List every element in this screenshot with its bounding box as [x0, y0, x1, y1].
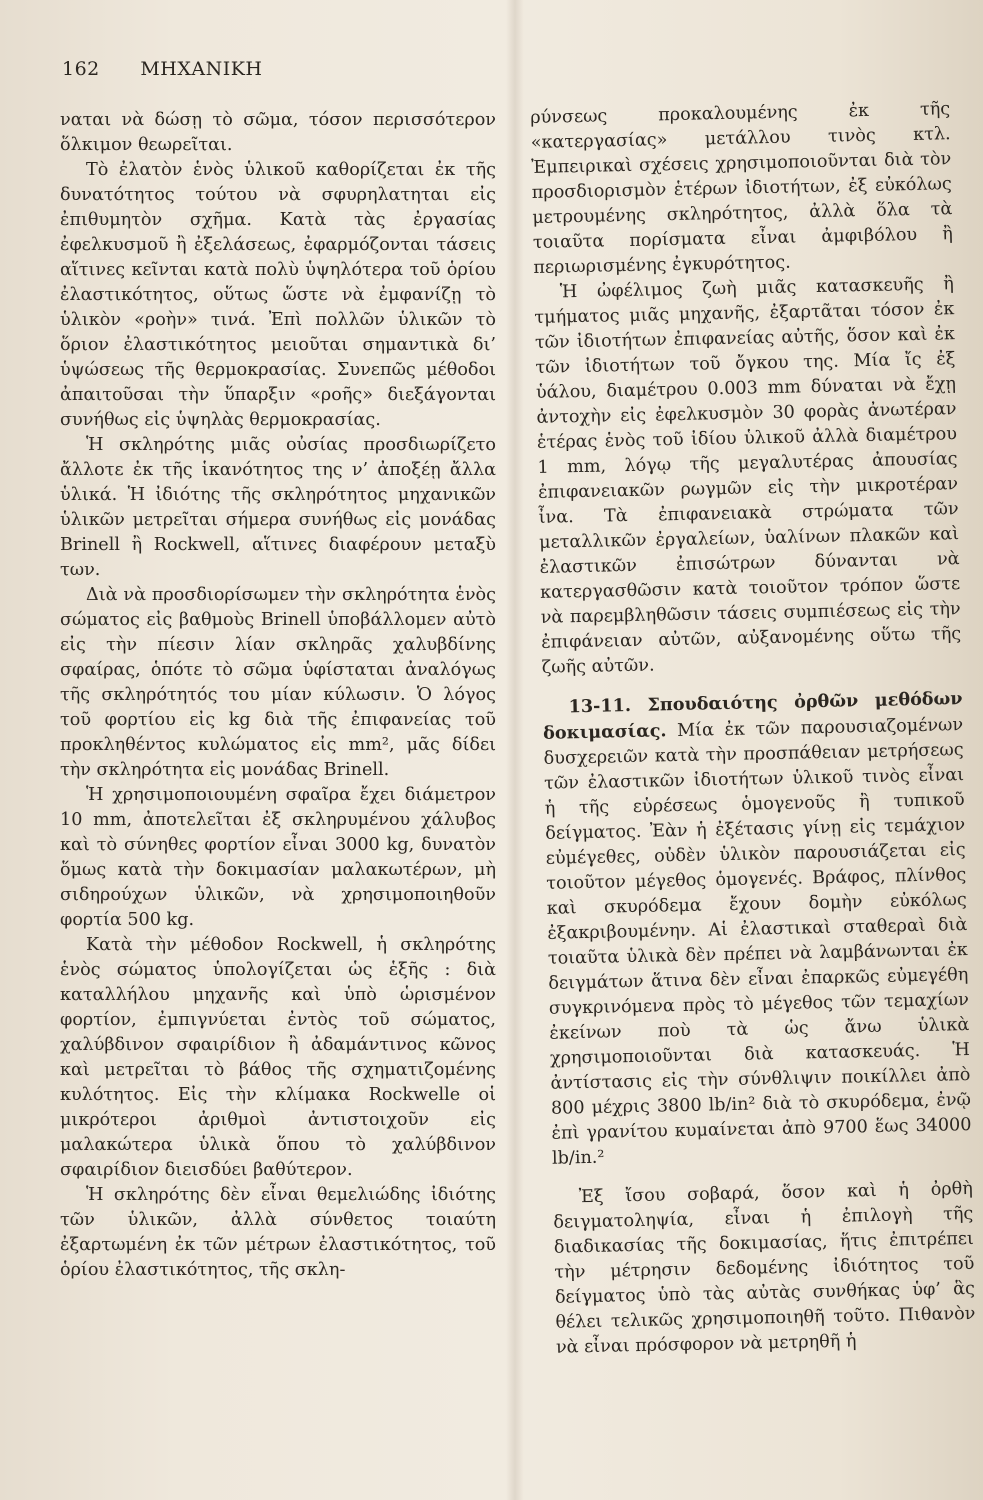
- paragraph: Κατὰ τὴν μέθοδον Rockwell, ἡ σκληρότης ἑνὸς σώματος ὑπολογίζεται ὡς ἑξῆς : διὰ καταλλήλου μηχανῆς καὶ ὑπὸ ὡρισμένον φορτίον, ἐμπιγνύεται ἐντὸς τοῦ σώματος, χαλύβδινον σφαιρίδιον ἢ ἀδαμάντινος κῶνος καὶ μετρεῖται τὸ βάθος τῆς σχηματιζομένης κυλότητος. Εἰς τὴν κλίμακα Rockwelle οἱ μικρότεροι ἀριθμοὶ ἀντιστοιχοῦν εἰς μαλακώτερα ὑλικὰ ὅπου τὸ χαλύβδινον σφαιρίδιον διεισδύει βαθύτερον.: [60, 935, 496, 1180]
- paragraph: Τὸ ἐλατὸν ἑνὸς ὑλικοῦ καθορίζεται ἐκ τῆς δυνατότητος τούτου νὰ σφυρηλατηται εἰς ἐπιθυμητὸν σχῆμα. Κατὰ τὰς ἐργασίας ἐφελκυσμοῦ ἢ ἐξελάσεως, ἐφαρμόζονται τάσεις αἵτινες κεῖνται κατὰ πολὺ ὑψηλότερα τοῦ ὁρίου ἐλαστικότητος, οὕτως ὥστε νὰ ἐμφανίζῃ τὸ ὑλικὸν «ροὴν» τινά. Ἐπὶ πολλῶν ὑλικῶν τὸ ὅριον ἐλαστικότητος μειοῦται σημαντικὰ δι’ ὑψώσεως τῆς θερμοκρασίας. Συνεπῶς μέθοδοι ἀπαιτοῦσαι τὴν ὕπαρξιν «ροῆς» διεξάγονται συνήθως εἰς ὑψηλὰς θερμοκρασίας.: [60, 160, 496, 430]
- paragraph: Ἡ σκληρότης δὲν εἶναι θεμελιώδης ἰδιότης τῶν ὑλικῶν, ἀλλὰ σύνθετος τοιαύτη ἐξαρτωμένη ἐκ τῶν μέτρων ἐλαστικότητος, τοῦ ὁρίου ἐλαστικότητος, τῆς σκλη-: [60, 1185, 496, 1280]
- paragraph: Ἐξ ἴσου σοβαρά, ὅσον καὶ ἡ ὀρθὴ δειγματοληψία, εἶναι ἡ ἐπιλογὴ τῆς διαδικασίας τῆς δοκιμασίας, ἥτις ἐπιτρέπει τὴν μέτρησιν δεδομένης ἰδιότητος τοῦ δείγματος ὑπὸ τὰς αὐτὰς συνθήκας ὑφ’ ἃς θέλει τελικῶς χρησιμοποιηθῆ τοῦτο. Πιθανὸν νὰ εἶναι πρόσφορον νὰ μετρηθῆ ἡ: [553, 1178, 976, 1358]
- running-title: ΜΗΧΑΝΙΚΗ: [140, 58, 263, 80]
- paragraph: ρύνσεως προκαλουμένης ἐκ τῆς «κατεργασίας» μετάλλου τινὸς κτλ. Ἐμπειρικαὶ σχέσεις χρησιμοποιοῦνται διὰ τὸν προσδιορισμὸν ἑτέρων ἰδιοτήτων, ἐξ εὐκόλως μετρουμένης σκληρότητος, ἀλλὰ ὅλα τὰ τοιαῦτα πορίσματα εἶναι ἀμφιβόλου ἢ περιωρισμένης ἐγκυρότητος.: [530, 99, 953, 278]
- paragraph: Ἡ ὠφέλιμος ζωὴ μιᾶς κατασκευῆς ἢ τμήματος μιᾶς μηχανῆς, ἐξαρτᾶται τόσον ἐκ τῶν ἰδιοτήτων ἐπιφανείας αὐτῆς, ὅσον καὶ ἐκ τῶν ἰδιοτήτων τοῦ ὄγκου της. Μία ἴς ἐξ ὑάλου, διαμέτρου 0.003 mm δύναται νὰ ἔχῃ ἀντοχὴν εἰς ἐφελκυσμὸν 30 φορὰς ἀνωτέραν ἑτέρας ἑνὸς τοῦ ἰδίου ὑλικοῦ ἀλλὰ διαμέτρου 1 mm, λόγῳ τῆς μεγαλυτέρας ἀπουσίας ἐπιφανειακῶν ρωγμῶν εἰς τὴν μικροτέραν ἶνα. Τὰ ἐπιφανειακὰ στρώματα τῶν μεταλλικῶν ἐργαλείων, ὑαλίνων πλακῶν καὶ ἐλαστικῶν ἐπισώτρων δύνανται νὰ κατεργασθῶσιν κατὰ τοιοῦτον τρόπον ὥστε νὰ παρεμβληθῶσιν τάσεις συμπιέσεως εἰς τὴν ἐπιφάνειαν αὐτῶν, αὐξανομένης οὕτω τῆς ζωῆς αὐτῶν.: [534, 274, 962, 678]
- page-header: [62, 58, 262, 80]
- section-body: Μία ἐκ τῶν παρουσιαζομένων δυσχερειῶν κατὰ τὴν προσπάθειαν μετρήσεως τῶν ἐλαστικῶν ἰδιοτήτων ὑλικοῦ τινὸς εἶναι ἡ τῆς εὑρέσεως ὁμογενοῦς ἢ τυπικοῦ δείγματος. Ἐὰν ἡ ἐξέτασις γίνῃ εἰς τεμάχιον εὐμέγεθες, οὐδὲν ὑλικὸν παρουσιάζεται εἰς τοιοῦτον μέγεθος ὁμογενές. Βράφος, πλίνθος καὶ σκυρόδεμα ἔχουν δομὴν εὐκόλως ἐξακριβουμένην. Αἱ ἐλαστικαὶ σταθεραὶ διὰ τοιαῦτα ὑλικὰ δὲν πρέπει νὰ λαμβάνωνται ἐκ δειγμάτων ἅτινα δὲν εἶναι ἐπαρκῶς εὐμεγέθη συγκρινόμενα πρὸς τὸ μέγεθος τῶν τεμαχίων ἐκείνων ποὺ τὰ ὡς ἄνω ὑλικὰ χρησιμοποιοῦνται διὰ κατασκευάς. Ἡ ἀντίστασις εἰς τὴν σύνθλιψιν ποικίλλει ἀπὸ 800 μέχρις 3800 lb/in² διὰ τὸ σκυρόδεμα, ἐνῷ ἐπὶ γρανίτου κυμαίνεται ἀπὸ 9700 ἕως 34000 lb/in.²: [543, 715, 972, 1169]
- section-paragraph: [542, 686, 972, 1172]
- page-fold-shadow: [506, 0, 524, 1500]
- paragraph: ναται νὰ δώσῃ τὸ σῶμα, τόσον περισσότερον ὅλκιμον θεωρεῖται.: [60, 110, 496, 155]
- left-column: [60, 108, 496, 1283]
- paragraph: Ἡ χρησιμοποιουμένη σφαῖρα ἔχει διάμετρον 10 mm, ἀποτελεῖται ἐξ σκληρυμένου χάλυβος καὶ τὸ σύνηθες φορτίον εἶναι 3000 kg, δυνατὸν ὅμως κατὰ τὴν δοκιμασίαν μαλακωτέρων, μὴ σιδηρούχων ὑλικῶν, νὰ χρησιμοποιηθοῦν φορτία 500 kg.: [60, 785, 496, 930]
- paragraph: Διὰ νὰ προσδιορίσωμεν τὴν σκληρότητα ἑνὸς σώματος εἰς βαθμοὺς Brinell ὑποβάλλομεν αὐτὸ εἰς τὴν πίεσιν λίαν σκληρᾶς χαλυβδίνης σφαίρας, ὁπότε τὸ σῶμα ὑφίσταται ἀναλόγως τῆς σκληρότητός του μίαν κύλωσιν. Ὁ λόγος τοῦ φορτίου εἰς kg διὰ τῆς ἐπιφανείας τοῦ προκληθέντος κυλώματος εἰς mm², μᾶς δίδει τὴν σκληρότητα εἰς μονάδας Brinell.: [60, 585, 496, 780]
- section-heading: 13-11. Σπουδαιότης ὀρθῶν μεθόδων δοκιμασίας.: [542, 688, 963, 744]
- page-number: 162: [62, 58, 100, 80]
- right-column: [530, 97, 976, 1361]
- paragraph: Ἡ σκληρότης μιᾶς οὐσίας προσδιωρίζετο ἄλλοτε ἐκ τῆς ἱκανότητος της ν’ ἀποξέῃ ἄλλα ὑλικά. Ἡ ἰδιότης τῆς σκληρότητος μηχανικῶν ὑλικῶν μετρεῖται σήμερα συνήθως εἰς μονάδας Brinell ἢ Rockwell, αἵτινες διαφέρουν μεταξὺ των.: [60, 435, 496, 580]
